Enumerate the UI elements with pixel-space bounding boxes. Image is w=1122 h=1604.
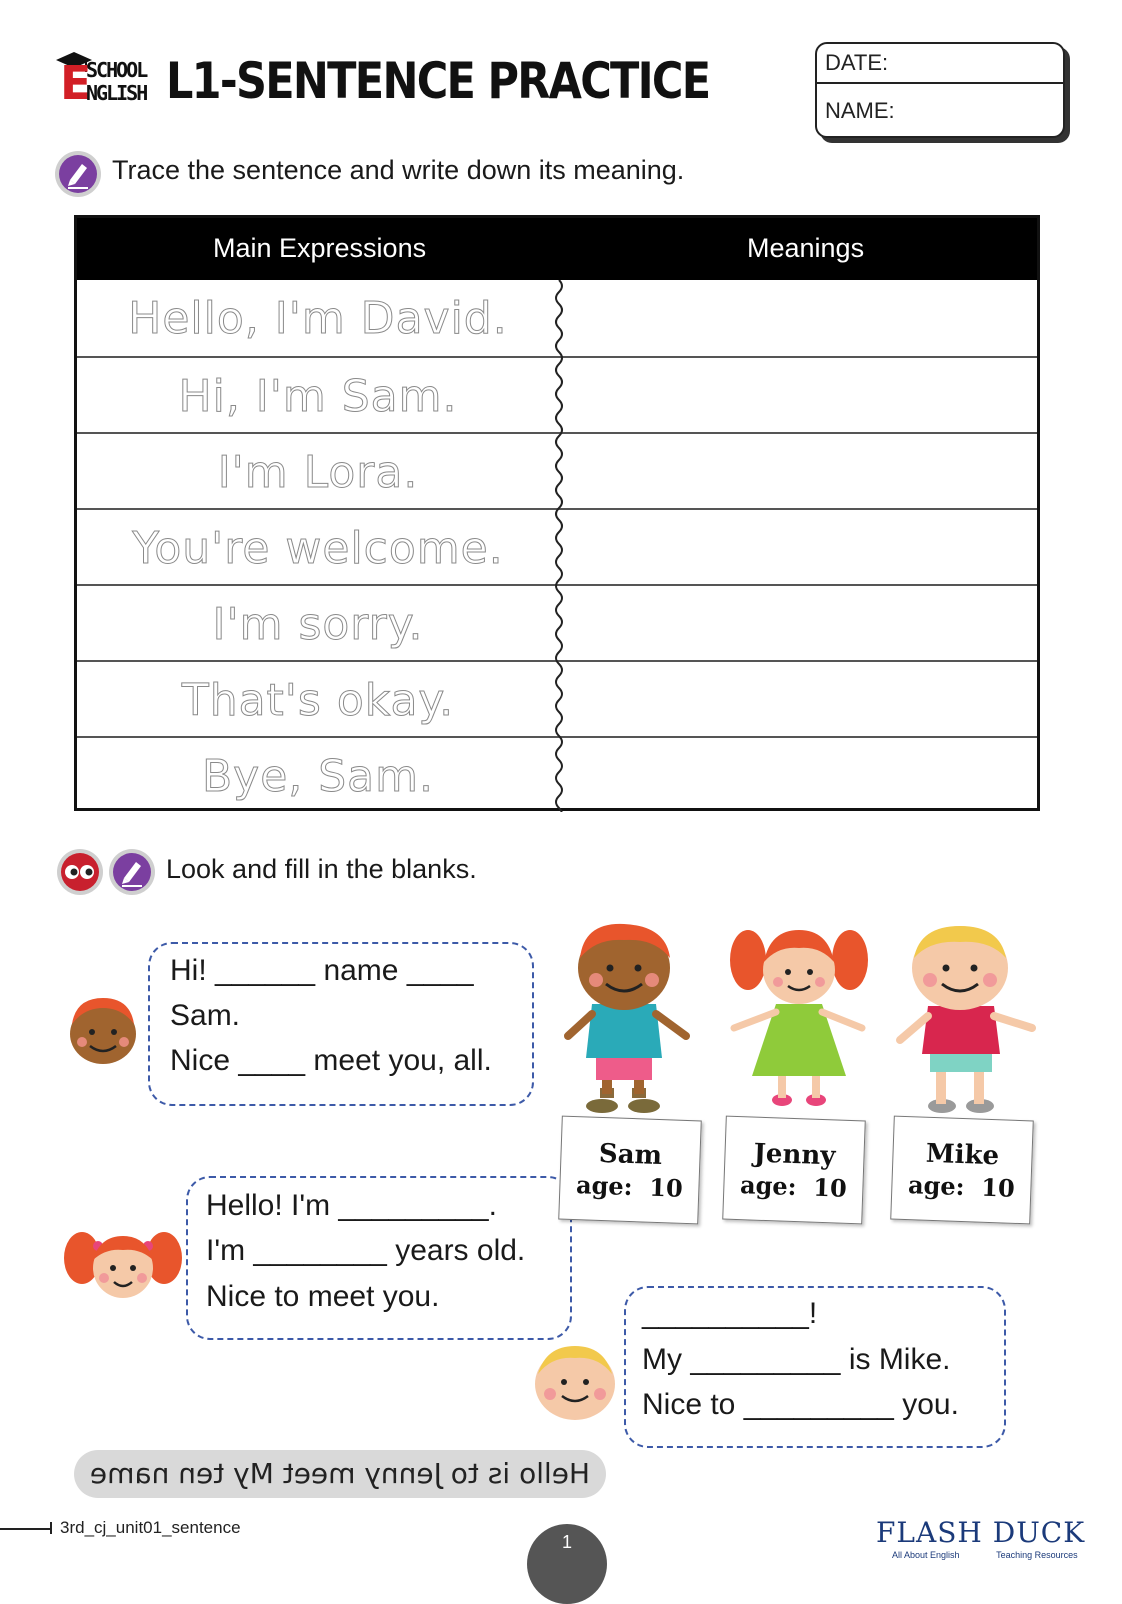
name-card-jenny	[722, 1116, 866, 1225]
bubble-line[interactable]: Nice ____ meet you, all.	[170, 1044, 492, 1077]
trace-expression: I'm sorry.	[212, 599, 424, 650]
footer-rule	[0, 1528, 52, 1530]
brand-tagline: All About English Teaching Resources	[892, 1550, 1078, 1560]
trace-expression: Bye, Sam.	[201, 751, 434, 802]
instruction-fill: Look and fill in the blanks.	[166, 854, 477, 884]
card-name: Mike	[925, 1138, 1000, 1172]
date-name-divider	[817, 82, 1063, 84]
header-main-expressions: Main Expressions	[213, 233, 427, 263]
card-age: age: 10	[575, 1170, 684, 1203]
page-title: L1-SENTENCE PRACTICE	[166, 52, 710, 110]
table-header	[77, 218, 1037, 280]
trace-expression: Hi, I'm Sam.	[178, 371, 458, 422]
name-card-sam	[558, 1116, 702, 1225]
bubble-line[interactable]: Hello! I'm _________.	[206, 1189, 497, 1222]
column-divider	[551, 280, 567, 812]
trace-expression: I'm Lora.	[217, 447, 419, 498]
pencil-icon	[108, 848, 156, 896]
sam-character-icon	[562, 918, 712, 1118]
page-number-text: 1	[561, 1532, 572, 1552]
mike-face-icon	[532, 1342, 618, 1422]
expressions-table	[74, 215, 1040, 811]
bubble-line[interactable]: __________!	[642, 1297, 818, 1330]
bubble-line[interactable]: Sam.	[170, 999, 241, 1032]
logo-big-letter: E	[60, 56, 92, 110]
jenny-face-icon	[60, 1222, 186, 1302]
footer-tick	[50, 1522, 52, 1534]
name-label[interactable]: NAME:	[825, 98, 895, 123]
instruction-trace: Trace the sentence and write down its meaning.	[112, 155, 685, 185]
word-bank	[74, 1450, 606, 1498]
sam-face-icon	[66, 994, 140, 1066]
card-age: age: 10	[907, 1170, 1016, 1203]
bubble-line: Nice to meet you.	[206, 1280, 440, 1313]
school-english-logo	[54, 52, 158, 108]
logo-line1: SCHOOL	[86, 58, 147, 82]
footer-code: 3rd_cj_unit01_sentence	[60, 1518, 241, 1537]
eyes-icon	[56, 848, 104, 896]
bubble-line[interactable]: Nice to _________ you.	[642, 1388, 959, 1421]
logo-line2: NGLISH	[86, 81, 147, 105]
flash-duck-logo	[876, 1516, 1085, 1560]
trace-expression: That's okay.	[181, 675, 455, 726]
jenny-character-icon	[724, 920, 874, 1110]
date-name-box	[815, 42, 1065, 138]
trace-expression: Hello, I'm David.	[128, 293, 508, 344]
header-meanings: Meanings	[747, 233, 865, 263]
bubble-line[interactable]: Hi! ______ name ____	[170, 954, 474, 987]
bubble-line[interactable]: My _________ is Mike.	[642, 1343, 951, 1376]
page-number	[527, 1524, 607, 1604]
mike-character-icon	[892, 922, 1042, 1116]
card-name: Jenny	[753, 1138, 836, 1172]
card-name: Sam	[598, 1138, 663, 1172]
name-card-mike	[890, 1116, 1034, 1225]
brand-name: FLASH DUCK	[876, 1516, 1086, 1549]
bubble-line[interactable]: I'm ________ years old.	[206, 1234, 526, 1267]
card-age: age: 10	[739, 1170, 848, 1203]
date-label[interactable]: DATE:	[825, 50, 889, 75]
pencil-icon	[54, 150, 102, 198]
trace-expression: You're welcome.	[132, 523, 504, 574]
word-bank-text: Hello is to Jenny meet My ten name	[89, 1457, 591, 1490]
